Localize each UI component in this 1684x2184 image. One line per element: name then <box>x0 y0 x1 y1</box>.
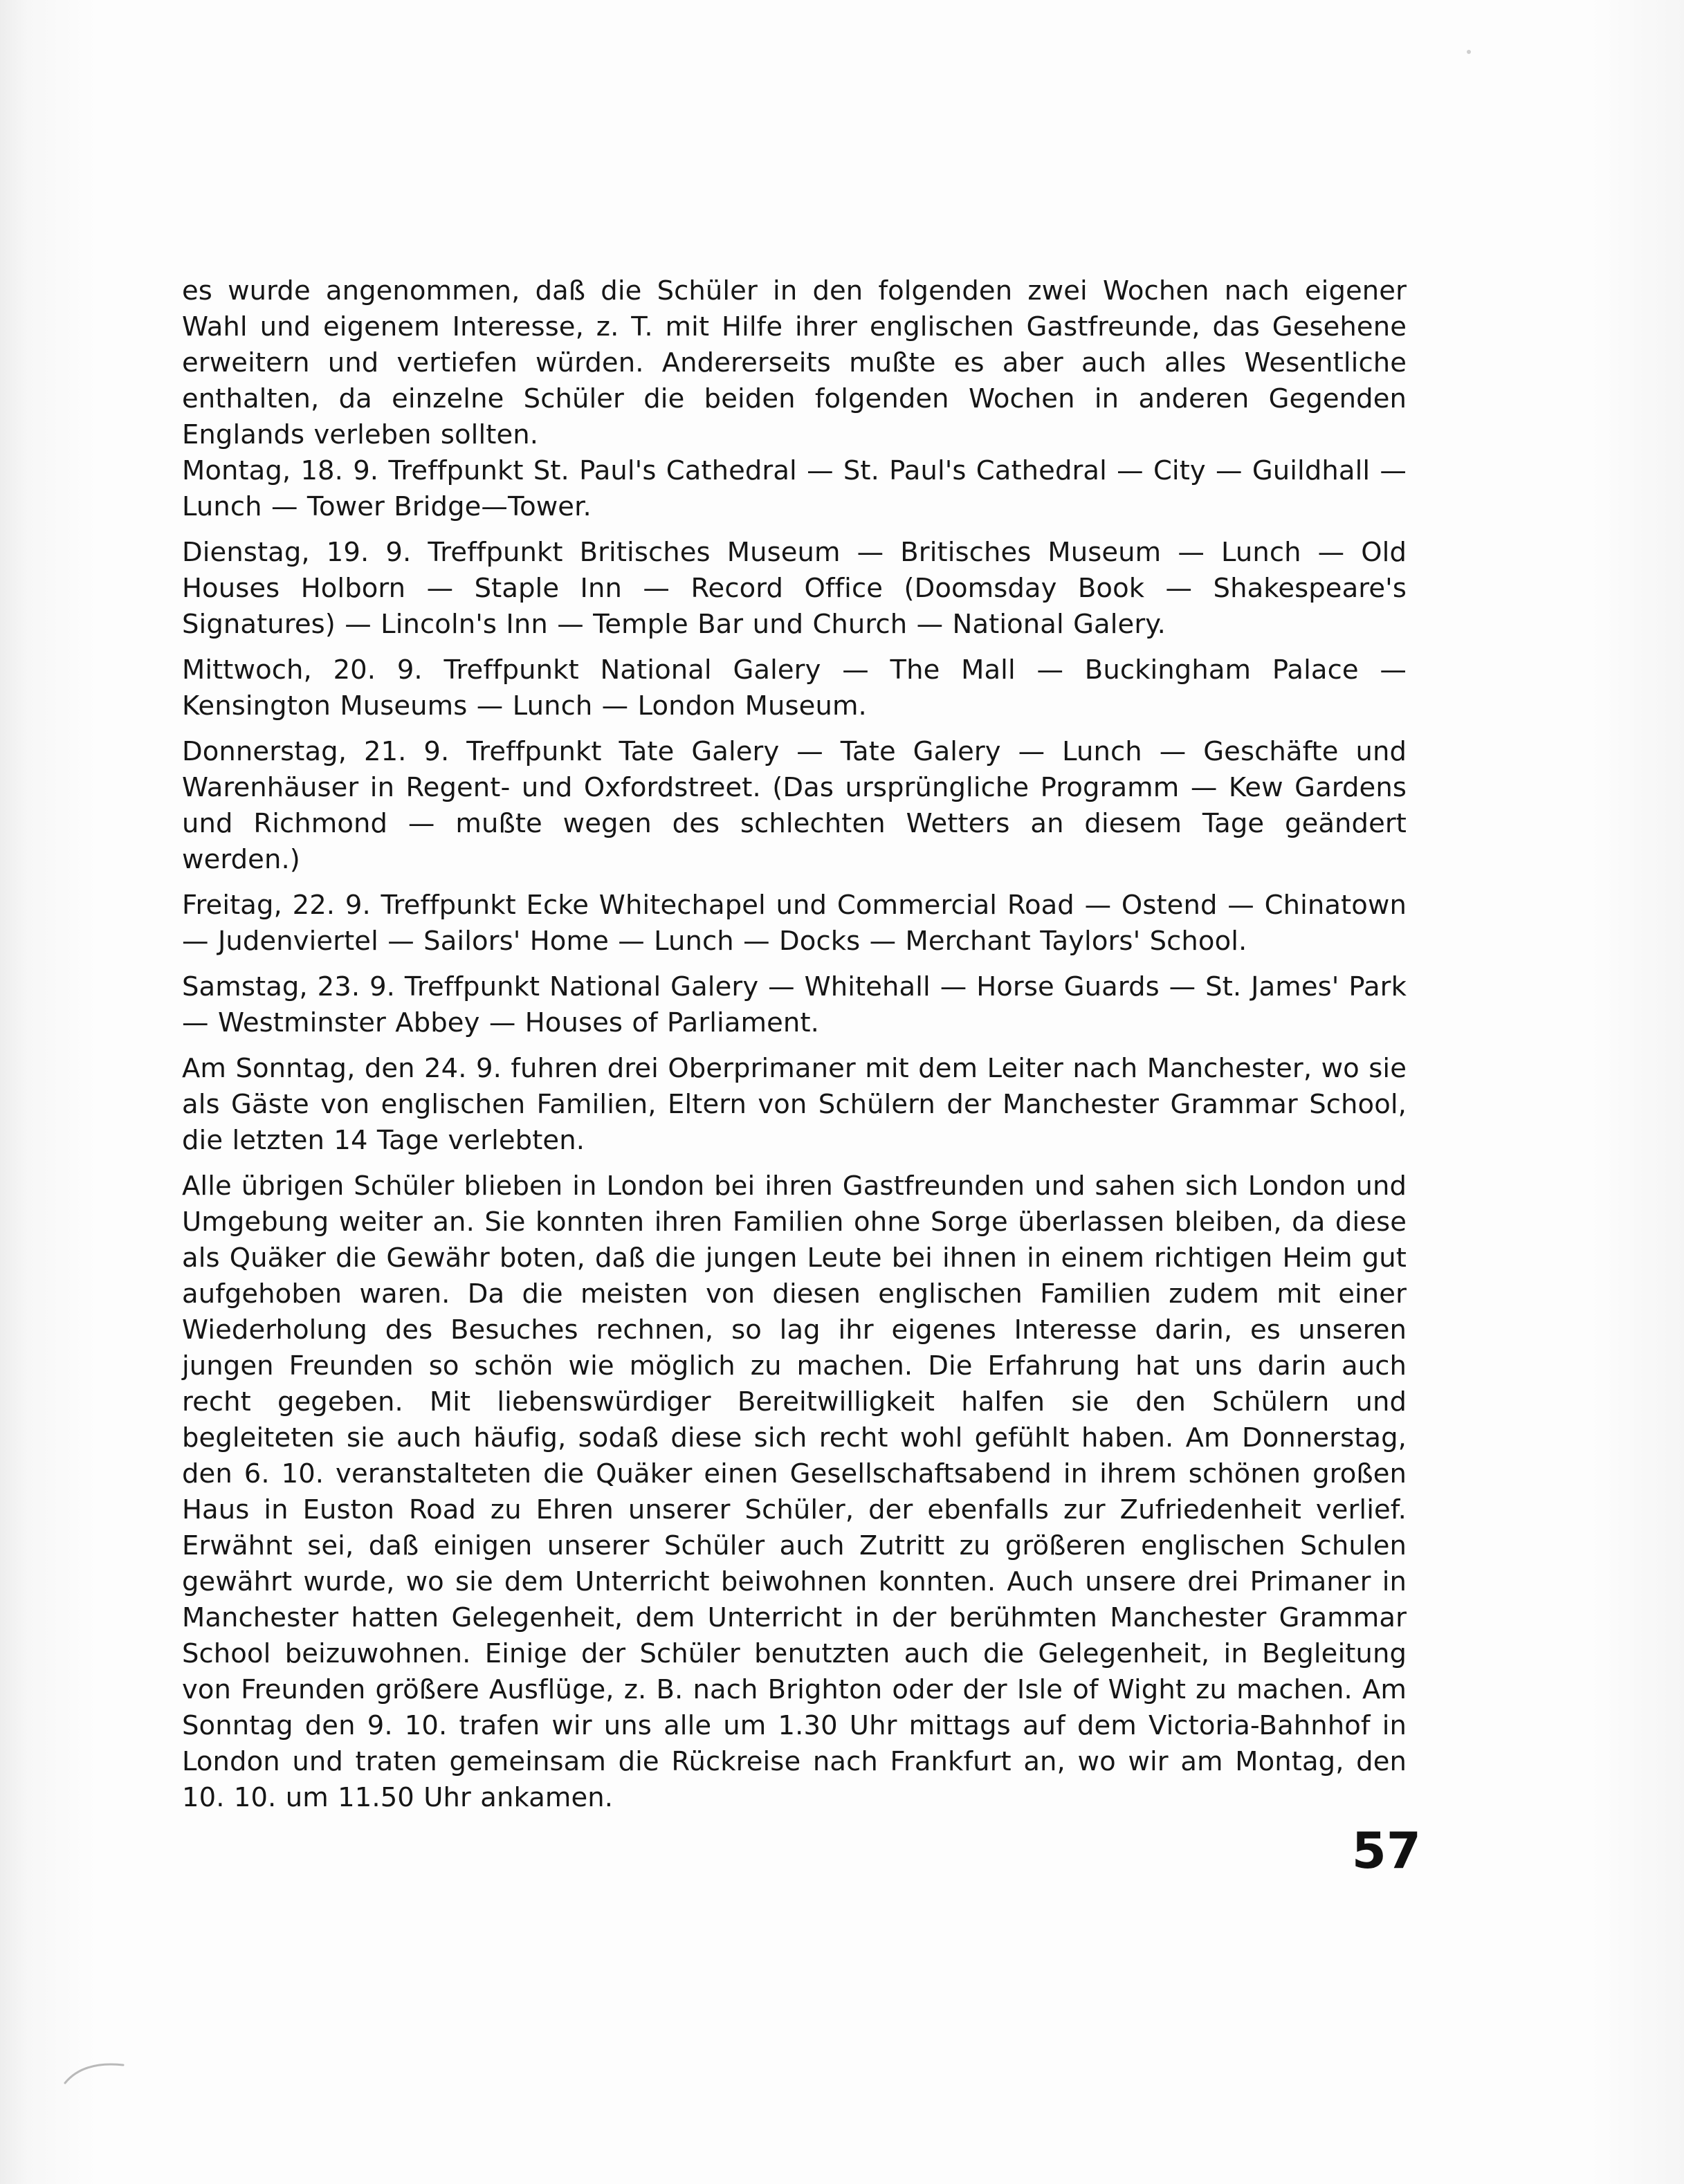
schedule-thursday: Donnerstag, 21. 9. Treffpunkt Tate Galery — Tate Galery — Lunch — Geschäfte und Warenhäuser in Regent- und Oxfordstreet. (Das ursprüngliche Programm — Kew Gardens und Richmond — mußte wegen des schlechten Wetters an diesem Tage geändert werden.) <box>182 736 1407 875</box>
schedule-tuesday: Dienstag, 19. 9. Treffpunkt Britisches Museum — Britisches Museum — Lunch — Old Houses Holborn — Staple Inn — Record Office (Doomsday Book — Shakespeare's Signatures) — Lincoln's Inn — Temple Bar und Church — National Galery. <box>182 537 1407 640</box>
paragraph-manchester: Am Sonntag, den 24. 9. fuhren drei Oberprimaner mit dem Leiter nach Manchester, wo sie als Gäste von englischen Familien, Eltern von Schülern der Manchester Grammar School, die letzten 14 Tage verlebten. <box>182 1053 1407 1156</box>
page-number: 57 <box>1351 1821 1421 1880</box>
paragraph-intro: es wurde angenommen, daß die Schüler in den folgenden zwei Wochen nach eigener Wahl und eigenem Interesse, z. T. mit Hilfe ihrer englischen Gastfreunde, das Gesehene erweitern und vertiefen würden. Andererseits mußte es aber auch alles Wesentliche enthalten, da einzelne Schüler die beiden folgenden Wochen in anderen Gegenden Englands verleben sollten. <box>182 275 1407 450</box>
paper-scratch-mark <box>64 2058 126 2086</box>
body-text <box>182 273 1407 1826</box>
schedule-saturday: Samstag, 23. 9. Treffpunkt National Galery — Whitehall — Horse Guards — St. James' Park — Westminster Abbey — Houses of Parliament. <box>182 971 1407 1038</box>
paper-speck <box>1467 50 1471 54</box>
schedule-monday: Montag, 18. 9. Treffpunkt St. Paul's Cathedral — St. Paul's Cathedral — City — Guildhall — Lunch — Tower Bridge—Tower. <box>182 455 1407 522</box>
paragraph-london-stay: Alle übrigen Schüler blieben in London bei ihren Gastfreunden und sahen sich London und Umgebung weiter an. Sie konnten ihren Familien ohne Sorge überlassen bleiben, da diese als Quäker die Gewähr boten, daß die jungen Leute bei ihnen in einem richtigen Heim gut aufgehoben waren. Da die meisten von diesen englischen Familien zudem mit einer Wiederholung des Besuches rechnen, so lag ihr eigenes Interesse darin, es unseren jungen Freunden so schön wie möglich zu machen. Die Erfahrung hat uns darin auch recht gegeben. Mit liebenswürdiger Bereitwilligkeit halfen sie den Schülern und begleiteten sie auch häufig, sodaß diese sich recht wohl gefühlt haben. Am Donnerstag, den 6. 10. veranstalteten die Quäker einen Gesellschaftsabend in ihrem schönen großen Haus in Euston Road zu Ehren unserer Schüler, der ebenfalls zur Zufriedenheit verlief. Erwähnt sei, daß einigen unserer Schüler auch Zutritt zu größeren englischen Schulen gewährt wurde, wo sie dem Unterricht beiwohnen konnten. Auch unsere drei Primaner in Manchester hatten Gelegenheit, dem Unterricht in der berühmten Manchester Grammar School beizuwohnen. Einige der Schüler benutzten auch die Gelegenheit, in Begleitung von Freunden größere Ausflüge, z. B. nach Brighton oder der Isle of Wight zu machen. Am Sonntag den 9. 10. trafen wir uns alle um 1.30 Uhr mittags auf dem Victoria-Bahnhof in London und traten gemeinsam die Rückreise nach Frankfurt an, wo wir am Montag, den 10. 10. um 11.50 Uhr ankamen. <box>182 1171 1407 1813</box>
schedule-friday: Freitag, 22. 9. Treffpunkt Ecke Whitechapel und Commercial Road — Ostend — Chinatown — Judenviertel — Sailors' Home — Lunch — Docks — Merchant Taylors' School. <box>182 890 1407 957</box>
schedule-wednesday: Mittwoch, 20. 9. Treffpunkt National Galery — The Mall — Buckingham Palace — Kensington Museums — Lunch — London Museum. <box>182 654 1407 722</box>
